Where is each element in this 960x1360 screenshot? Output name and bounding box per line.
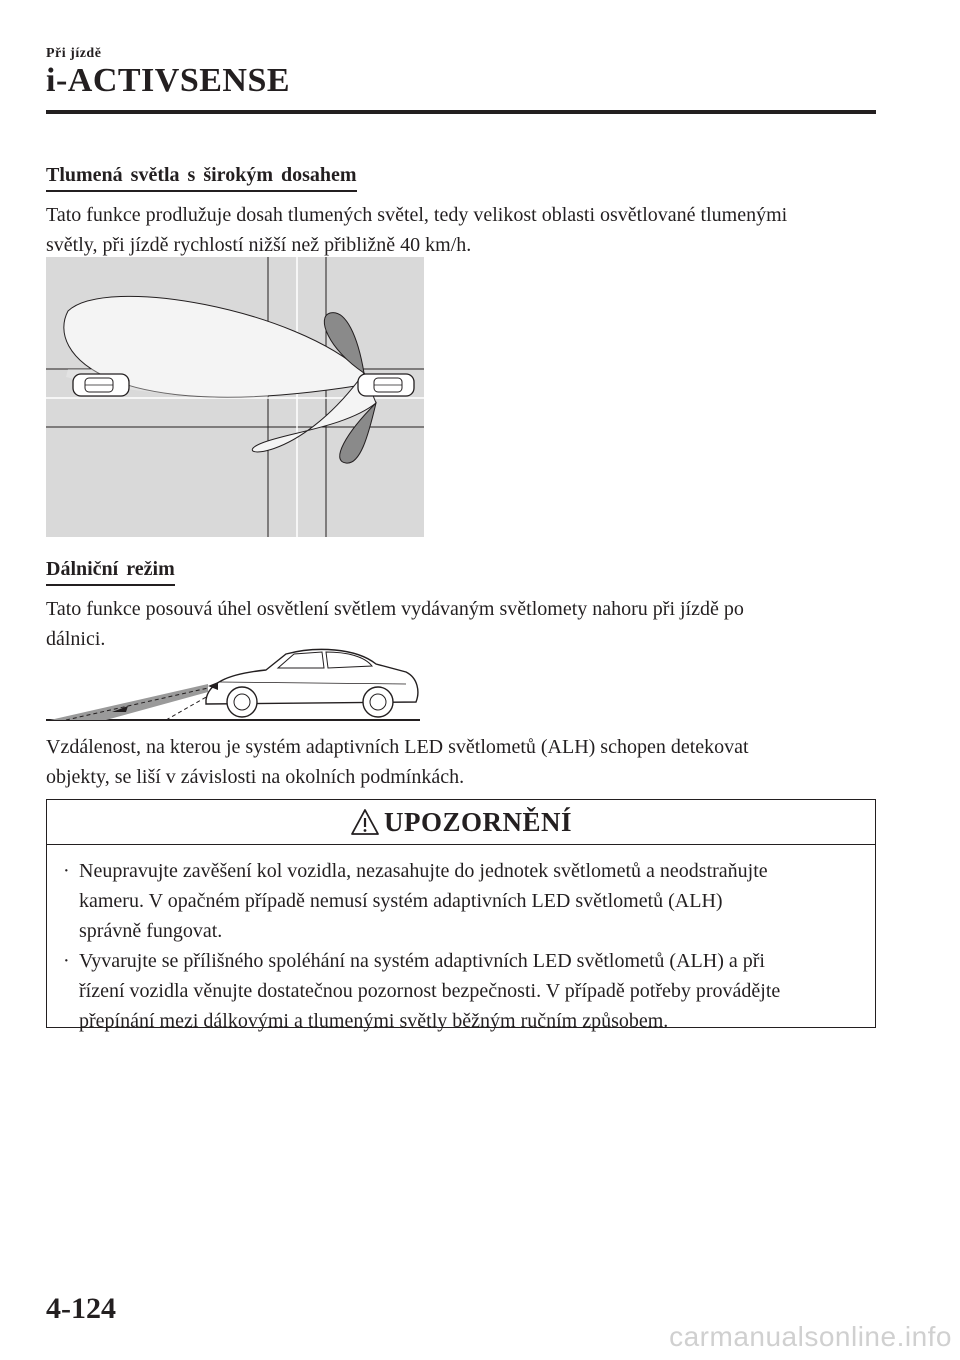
own-car [358, 374, 414, 396]
caution-item-1-line-3: správně fungovat. [79, 920, 223, 942]
caution-item-1-line-1: Neupravujte zavěšení kol vozidla, nezasahujte do jednotek světlometů a neodstraňujte [79, 860, 768, 882]
bullet-icon: · [63, 860, 70, 882]
section-label: Při jízdě [46, 46, 102, 61]
caution-item [61, 946, 861, 1036]
caution-item [61, 856, 861, 946]
chapter-title: i-ACTIVSENSE [46, 62, 291, 99]
caution-box [46, 799, 876, 1032]
wide-beam-paragraph [46, 200, 876, 260]
note-paragraph [46, 732, 876, 792]
caution-item-2-line-2: řízení vozidla věnujte dostatečnou pozornost bezpečnosti. V případě potřeby provádějte [79, 980, 781, 1002]
note-line-2: objekty, se liší v závislosti na okolních podmínkách. [46, 766, 465, 788]
caution-item-1-line-2: kameru. V opačném případě nemusí systém adaptivních LED světlometů (ALH) [79, 890, 723, 912]
bullet-icon: · [63, 950, 70, 972]
caution-item-2-line-1: Vyvarujte se přílišného spoléhání na systém adaptivních LED světlometů (ALH) a při [79, 950, 765, 972]
caution-header [47, 800, 875, 845]
page-number: 4-124 [46, 1292, 116, 1325]
highway-line-2: dálnici. [46, 628, 106, 650]
caution-title: UPOZORNĚNÍ [383, 806, 572, 837]
wide-beam-illustration [46, 257, 424, 537]
wide-beam-line-2: světly, při jízdě rychlostí nižší než přibližně 40 km/h. [46, 234, 472, 256]
highway-mode-illustration [46, 640, 420, 722]
note-line-1: Vzdálenost, na kterou je systém adaptivních LED světlometů (ALH) schopen detekovat [46, 736, 749, 758]
watermark: carmanualsonline.info [669, 1321, 952, 1352]
warning-triangle-icon [350, 808, 380, 836]
oncoming-car [73, 374, 129, 396]
highway-line-1: Tato funkce posouvá úhel osvětlení světlem vydávaným světlomety nahoru při jízdě po [46, 598, 744, 620]
caution-list [61, 856, 861, 1036]
header-rule [46, 110, 876, 114]
wide-beam-heading: Tlumená světla s širokým dosahem [46, 164, 357, 192]
wide-beam-line-1: Tato funkce prodlužuje dosah tlumených světel, tedy velikost oblasti osvětlované tlumenými [46, 204, 788, 226]
highway-heading: Dálniční režim [46, 558, 175, 586]
caution-item-2-line-3: přepínání mezi dálkovými a tlumenými světly běžným ručním způsobem. [79, 1010, 669, 1032]
